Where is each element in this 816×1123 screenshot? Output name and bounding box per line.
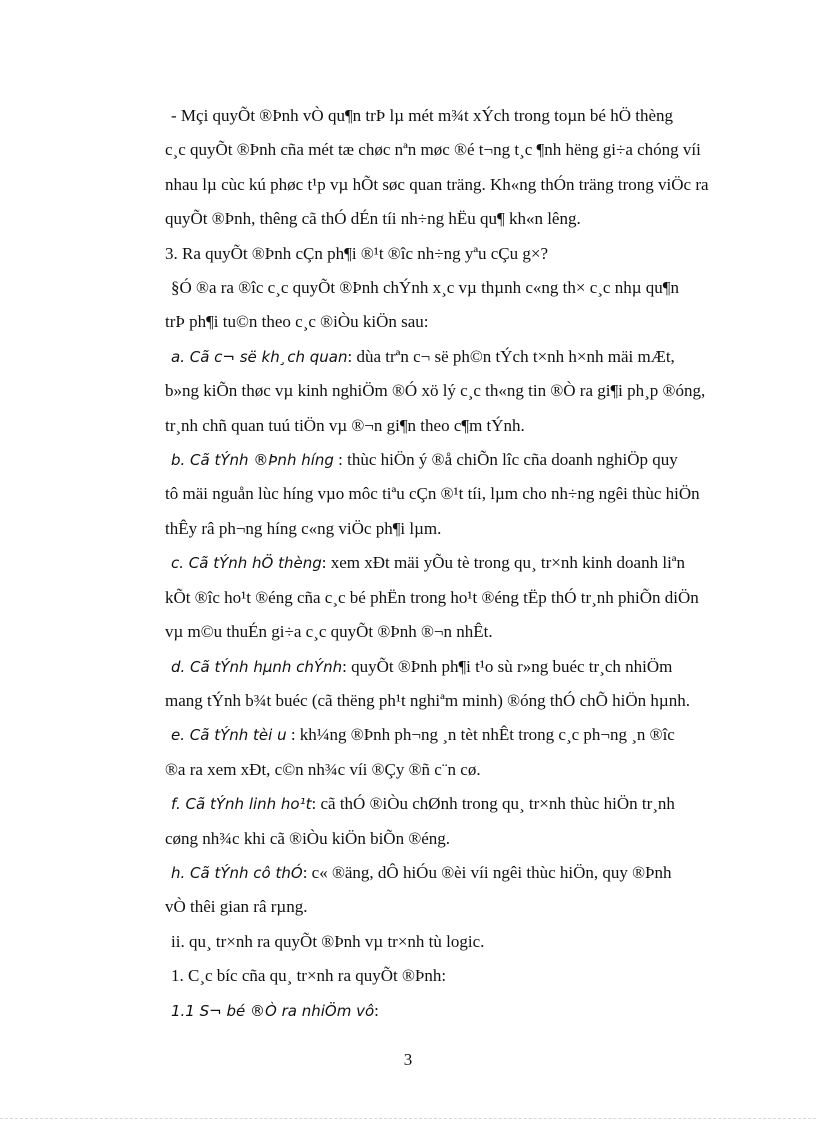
criterion-e (165, 718, 741, 752)
text-line: kÕt ®îc ho¹t ®éng cña c¸c bé phËn trong ho¹t ®éng tËp thÓ tr¸nh phiÕn diÖn (165, 587, 699, 607)
subsubsection-heading (165, 994, 741, 1028)
criterion-f (165, 787, 741, 821)
paragraph (165, 99, 741, 133)
text-line: : xem xÐt mäi yÕu tè trong qu¸ tr×nh kinh doanh liªn (321, 553, 685, 573)
criterion-a (165, 340, 741, 374)
text-line: trÞ ph¶i tu©n theo c¸c ®iÒu kiÖn sau: (165, 312, 429, 332)
criterion-label: f. Cã tÝnh linh ho¹t (171, 795, 312, 814)
page-bottom-divider (0, 1118, 816, 1119)
text-line: cøng nh¾c khi cã ®iÒu kiÖn biÕn ®éng. (165, 828, 451, 848)
text-line: thÊy râ ph¬ng híng c«ng viÖc ph¶i lµm. (165, 518, 442, 538)
text-line: : kh¼ng ®Þnh ph¬ng ¸n tèt nhÊt trong c¸c ph¬ng ¸n ®îc (286, 725, 675, 745)
text-line: - Mçi quyÕt ®Þnh vÒ qu¶n trÞ lµ mét m¾t xÝch trong toµn bé hÖ thèng (171, 106, 674, 125)
criterion-c (165, 546, 741, 580)
criterion-h (165, 856, 741, 890)
body-text (165, 99, 741, 1028)
text-line: tr¸nh chñ quan tuú tiÖn vµ ®¬n gi¶n theo c¶m tÝnh. (165, 415, 525, 435)
page-number: 3 (403, 1050, 413, 1069)
text-line: vµ m©u thuÉn gi÷a c¸c quyÕt ®Þnh ®¬n nhÊt. (165, 622, 493, 642)
text-line: §Ó ®a ra ®îc c¸c quyÕt ®Þnh chÝnh x¸c vµ thµnh c«ng th× c¸c nhµ qu¶n (171, 278, 679, 298)
text-line: : c« ®äng, dÔ hiÓu ®èi víi ngêi thùc hiÖn, quy ®Þnh (302, 862, 672, 882)
criterion-label: c. Cã tÝnh hÖ thèng (171, 554, 322, 573)
section-heading: ii. qu¸ tr×nh ra quyÕt ®Þnh vµ tr×nh tù logic. (171, 931, 485, 951)
text-line: : cã thÓ ®iÒu chØnh trong qu¸ tr×nh thùc hiÖn tr¸nh (311, 794, 675, 814)
text-line: b»ng kiÕn thøc vµ kinh nghiÖm ®Ó xö lý c¸c th«ng tin ®Ò ra gi¶i ph¸p ®óng, (165, 381, 706, 401)
criterion-label: e. Cã tÝnh tèi u (171, 726, 287, 745)
subsection-heading: 1. C¸c bíc cña qu¸ tr×nh ra quyÕt ®Þnh: (171, 966, 447, 986)
text-line: ®a ra xem xÐt, c©n nh¾c víi ®Çy ®ñ c¨n cø. (165, 759, 481, 779)
text-line: tô mäi nguån lùc híng vµo môc tiªu cÇn ®¹t tíi, lµm cho nh÷ng ngêi thùc hiÖn (165, 484, 700, 504)
criterion-b (165, 443, 741, 477)
text-line: c¸c quyÕt ®Þnh cña mét tæ chøc nªn møc ®é t¬ng t¸c ¶nh hëng gi÷a chóng víi (165, 140, 701, 160)
text-line: : (374, 1000, 379, 1020)
text-line: : thùc hiÖn ý ®å chiÕn lîc cña doanh nghiÖp quy (333, 450, 678, 470)
subsubsection-label: 1.1 S¬ bé ®Ò ra nhiÖm vô (171, 1001, 375, 1020)
text-line: : dùa trªn c¬ së ph©n tÝch t×nh h×nh mäi mÆt, (347, 346, 675, 366)
question-heading: 3. Ra quyÕt ®Þnh cÇn ph¶i ®¹t ®îc nh÷ng yªu cÇu g×? (165, 243, 549, 263)
criterion-d (165, 650, 741, 684)
text-line: : quyÕt ®Þnh ph¶i t¹o sù r»ng buéc tr¸ch nhiÖm (342, 656, 673, 676)
criterion-label: d. Cã tÝnh hµnh chÝnh (171, 657, 343, 676)
text-line: mang tÝnh b¾t buéc (cã thëng ph¹t nghiªm minh) ®óng thÓ chÕ hiÖn hµnh. (165, 690, 690, 710)
text-line: quyÕt ®Þnh, thêng cã thÓ dÉn tíi nh÷ng hËu qu¶ kh«n lêng. (165, 209, 581, 229)
criterion-label: b. Cã tÝnh ®Þnh híng (171, 451, 334, 470)
text-line: nhau lµ cùc kú phøc t¹p vµ hÕt søc quan träng. Kh«ng thÓn träng trong viÖc ra (165, 174, 709, 194)
text-line: vÒ thêi gian râ rµng. (165, 897, 308, 917)
criterion-label: a. Cã c¬ së kh¸ch quan (171, 347, 348, 366)
criterion-label: h. Cã tÝnh cô thÓ (171, 863, 303, 882)
